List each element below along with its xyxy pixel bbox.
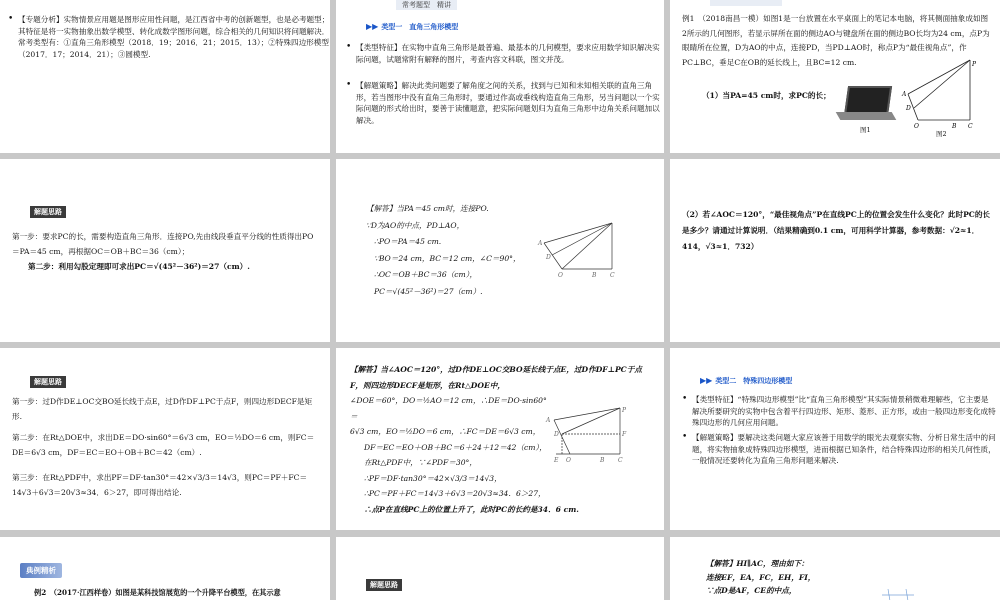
approach-badge: 解题思路 [30,376,66,388]
type-title: ▶▶ 类型二 特殊四边形模型 [700,376,793,385]
slide-approach3 [336,537,664,600]
pt-label: P [972,61,977,68]
slide-approach2 [0,348,330,530]
laptop-keyboard [836,112,897,120]
question-2: （2）若∠AOC＝120°，“最佳视角点”P在直线PC上的位置会发生什么变化？此时PC的长是多少？请通过计算说明．（结果精确到0.1 cm，可用科学计算器，参考数据：√2≈1．414，√3≈1．732） [682,210,991,251]
slide-approach1 [0,159,330,342]
answer-line: ∠DOE＝60°，DO＝½AO＝12 cm，∴DE＝DO·sin60°＝ [350,396,547,421]
feature-bullet [346,42,664,65]
answer-line: ∴PC＝PF＋FC＝14√3＋6√3＝20√3≈34．6＞27， [364,489,546,498]
step-3: 第三步：在Rt△PDF中，求出PF＝DF·tan30°＝42×√3/3＝14√3，则PC＝PF＋FC＝14√3＋6√3＝20√3≈34．6＞27，即可得出结论. [12,473,308,497]
bullet-icon: • [682,432,688,442]
answer-line: ∵BO＝24 cm，BC＝12 cm，∠C＝90°， [374,253,521,263]
slide-analysis [0,0,330,153]
pt-label: C [968,123,973,130]
slide-question2 [670,159,1000,342]
answer-line: ∴PF＝DF·tan30°＝42×√3/3＝14√3， [364,473,502,483]
answer-line: 连接EF，EA，FC，EH，FI， [706,572,816,582]
step-2: 第二步：在Rt△DOE中，求出DE＝DO·sin60°＝6√3 cm，EO＝½DO＝6 cm，则FC＝DE＝6√3 cm，DF＝EC＝EO＋OB＋BC＝42（cm）. [12,433,315,457]
answer-line: ∴OC＝OB＋BC＝36（cm）， [374,270,478,279]
answer-line: 【解答】当∠AOC＝120°，过D作DE⊥OC交BO延长线于点E，过D作DF⊥PC于点F，则四边形DECF是矩形，在Rt△DOE中， [350,365,642,390]
section-header: 常考题型 精讲 [396,0,457,10]
slide-answer2 [336,348,664,530]
answer-block [706,557,815,598]
slide-answer3 [670,537,1000,600]
answer-line: ∵点D是AF，CE的中点， [706,586,797,595]
bullet-icon: • [346,42,352,52]
step-1: 第一步：要求PC的长，需要构造直角三角形．连接PO,先由线段垂直平分线的性质得出PO＝PA＝45 cm，再根据OC＝OB＋BC＝36（cm）； [12,232,314,256]
answer-block [366,201,566,300]
svg-text:E: E [554,457,559,464]
answer-line: ∴点P在直线PC上的位置上升了，此时PC的长约是34．6 cm. [364,504,579,514]
bullet-icon: • [682,394,688,404]
arrow-icon: ▶▶ [700,376,713,385]
problem-text: 例1 （2018南昌一模）如图1是一台放置在水平桌面上的笔记本电脑，将其侧面抽象成如图2所示的几何图形，若显示屏所在面的侧边AO与键盘所在面的侧边BO长均为24 cm，点P为眼睛所在位置，D为AO的中点，连接PD，当PD⊥AO时，称点P为“最佳视角点”，作PC⊥BC，垂足C在OB的延长线上，且BC=12 cm. [682,14,990,67]
strategy-bullet [346,80,664,126]
svg-text:O: O [558,272,563,279]
example-ribbon: 典例精析 [20,563,62,578]
pt-label: D [906,105,911,112]
strategy-bullet [682,432,996,467]
svg-text:D: D [546,254,551,261]
feature-bullet [682,394,996,429]
geometry-figure-2 [898,60,998,130]
arrow-icon: ▶▶ [366,22,379,31]
strategy-text: 【解题策略】解决此类问题要了解角度之间的关系，找到与已知和未知相关联的直角三角形，若当图形中没有直角三角形时，要通过作高或垂线构造直角三角形，另当问题以一个实际问题的形式给出时，要善于读懂题意，把实际问题划归为直角三角形中边角关系问题加以解决。 [356,81,660,125]
answer3-figure [878,589,918,600]
strategy-text: 【解题策略】要解决这类问题大家应该善于用数学的眼光去观察实物、分析日常生活中的问题，将实物抽象成特殊四边形模型，进而根据已知条件，结合特殊四边形的相关几何性质，一般情况还要转化为直角三角形问题来解决. [692,433,996,465]
svg-text:P: P [622,407,627,414]
bullet-icon: • [346,80,352,90]
slide-answer1 [336,159,664,342]
answer-line: ∵D为AO的中点，PD⊥AO， [366,220,465,230]
svg-text:B: B [592,272,597,279]
svg-text:A: A [538,240,543,247]
answer-line: 6√3 cm，EO＝½DO＝6 cm，∴FC＝DE＝6√3 cm， [350,427,541,436]
svg-text:D: D [554,431,559,438]
pt-label: O [914,123,919,130]
step-1: 第一步：过D作DE⊥OC交BO延长线于点E，过D作DF⊥PC于点F，则四边形DECF是矩形. [12,397,313,421]
slide-example2 [0,537,330,600]
answer-line: 【解答】当PA＝45 cm时，连接PO. [366,204,489,213]
type-title: ▶▶ 类型一 直角三角形模型 [366,22,459,31]
step-2: 第二步：利用勾股定理即可求出PC＝√(45²－36²)＝27（cm）. [28,262,250,271]
approach-badge: 解题思路 [30,206,66,218]
answer-line: DF＝EC＝EO＋OB＋BC＝6＋24＋12＝42（cm）， [364,442,547,452]
slide-type1 [336,0,664,153]
feature-text: 【类型特征】在实物中直角三角形是最普遍、最基本的几何模型，要求应用数学知识解决实际问题，试题常附有解释的图片，考查内容文科联，图文并茂。 [356,43,660,64]
figure2-caption: 图2 [936,130,947,138]
svg-text:C: C [618,457,623,464]
feature-text: 【类型特征】“特殊四边形模型”比“直角三角形模型”其实际情景稍微难理解些，它主要是解决所要研究的实物中包含着平行四边形、矩形、菱形、正方形，或由一般四边形变化成特殊四边形的几何应用问题。 [692,395,996,427]
laptop-figure [838,86,894,122]
slide-example1 [670,0,1000,153]
header-strip [710,0,782,6]
pt-label: A [902,91,907,98]
analysis-bullet [8,14,330,60]
pt-label: B [952,123,957,130]
bullet-icon: • [8,14,14,24]
svg-text:A: A [546,417,551,424]
svg-text:O: O [566,457,571,464]
answer-line: 【解答】HI∥AC，理由如下： [706,559,809,568]
svg-text:F: F [622,431,627,438]
answer-line: ∴PO＝PA＝45 cm. [374,237,442,246]
svg-text:C: C [610,272,615,279]
svg-text:B: B [600,457,605,464]
answer1-figure [538,223,624,279]
figure1-caption: 图1 [860,126,871,134]
example2-text: 例2 （2017·江西样卷）如图是某科技馆展览的一个升降平台模型，在其示意 [34,588,281,597]
slide-type2 [670,348,1000,530]
answer2-figure [546,407,630,464]
analysis-text: 【专题分析】实物情景应用题是图形应用性问题，是江西省中考的创新题型，也是必考题型；其特征是将一实物抽象出数学模型、转化成数学图形问题，综合相关的几何知识将问题解决．常考类型有：①直角三角形模型（2018．19；2016．21；2015．13）；②特殊四边形模型（2017．17；2014．21）；③圆模型. [18,15,330,59]
answer-line: 在Rt△PDF中，∵∠PDF＝30°， [364,458,477,467]
approach-badge: 解题思路 [366,579,402,591]
answer-line: PC＝√(45²－36²)＝27（cm）. [374,286,483,296]
question-1: （1）当PA=45 cm时，求PC的长； [702,91,831,100]
